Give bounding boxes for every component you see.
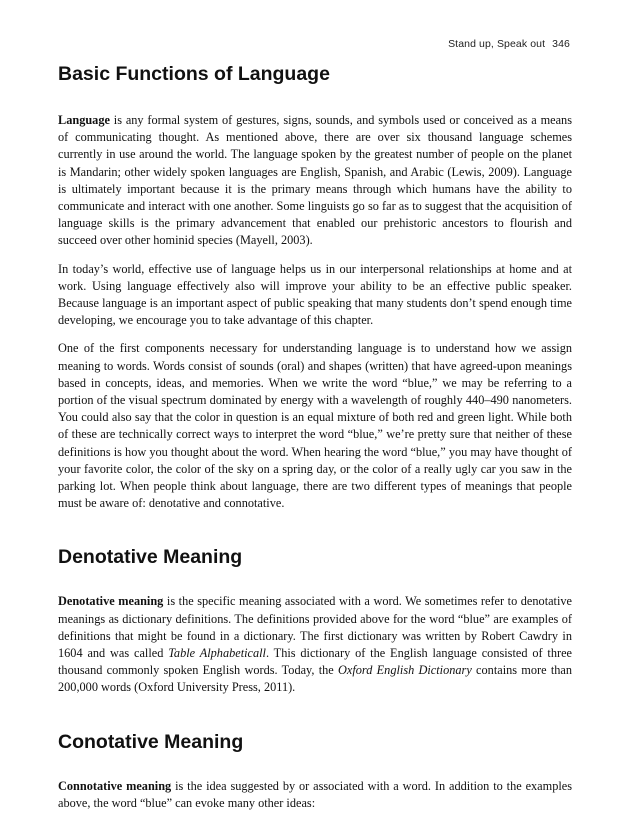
- paragraph-denotative-definition: [58, 593, 572, 696]
- term-language: Language: [58, 113, 110, 127]
- paragraph-text: is the idea suggested by or associated with a word. In addition to the examples above, the word “blue” can evoke many other ideas:: [58, 778, 573, 810]
- section-heading-connotative: Conotative Meaning: [58, 730, 244, 753]
- paragraph-text: is any formal system of gestures, signs, sounds, and symbols used or conceived as a means of communicating thought. As mentioned above, there are over six thousand language schemes currently in use around the world. The language spoken by the greatest number of people on the planet is Mandarin; other widely spoken languages are English, Spanish, and Arabic (Lewis, 2009). Language is ultimately important because it is the primary means through which humans have the ability to communicate and interact with one another. Some linguists go so far as to suggest that the acquisition of language skills is the primary advancement that enabled our prehistoric ancestors to flourish and succeed over other hominid species (Mayell, 2003).: [58, 113, 572, 248]
- paragraph-connotative-definition: [58, 778, 572, 812]
- paragraph-assigning-meaning: One of the first components necessary for understanding language is to understand how we assign meaning to words. Words consist of sounds (oral) and shapes (written) that have agreed-upon meanings based in concepts, ideas, and memories. When we write the word “blue,” we may be referring to a portion of the visual spectrum dominated by energy with a wavelength of roughly 440–490 nanometers. You could also say that the color in question is an equal mixture of both red and green light. While both of these are technically correct ways to interpret the word “blue,” we’re pretty sure that neither of these definitions is how you thought about the word. When hearing the word “blue,” you may have thought of your favorite color, the color of the sky on a spring day, or the color of a really ugly car you saw in the parking lot. When people think about language, there are two different types of meanings that people must be aware of: denotative and connotative.: [58, 341, 572, 511]
- paragraph-text: is the specific meaning associated with a word. We sometimes refer to denotative meanings as dictionary definitions. The definitions provided above for the word “blue” are examples of definitions that might be found in a dictionary. The first dictionary was written by Robert Cawdry in 1604 and was called: [58, 594, 573, 661]
- paragraph-text: contains more than 200,000 words (Oxford University Press, 2011).: [58, 663, 573, 695]
- term-denotative-meaning: Denotative meaning: [58, 594, 164, 609]
- paragraph-effective-use: In today’s world, effective use of language helps us in our interpersonal relationships at home and at work. Using language effectively also will improve your ability to be an effective public speaker. Because language is an important aspect of public speaking that many students don’t spend enough time developing, we encourage you to take advantage of this chapter.: [58, 261, 572, 328]
- paragraph-text: . This dictionary of the English language consisted of three thousand commonly spoken English words. Today, the: [58, 646, 572, 678]
- section-heading-basic-functions: Basic Functions of Language: [58, 63, 330, 85]
- book-title-table-alphabeticall: Table Alphabeticall: [168, 646, 266, 661]
- paragraph-language-definition: [58, 112, 572, 250]
- page-number: 346: [552, 38, 570, 50]
- section-heading-denotative: Denotative Meaning: [58, 546, 243, 569]
- term-connotative-meaning: Connotative meaning: [58, 778, 172, 793]
- running-header: [448, 38, 570, 50]
- page-content: [58, 62, 572, 823]
- book-title-oxford-english-dictionary: Oxford English Dictionary: [338, 663, 472, 678]
- book-title: Stand up, Speak out: [448, 38, 546, 50]
